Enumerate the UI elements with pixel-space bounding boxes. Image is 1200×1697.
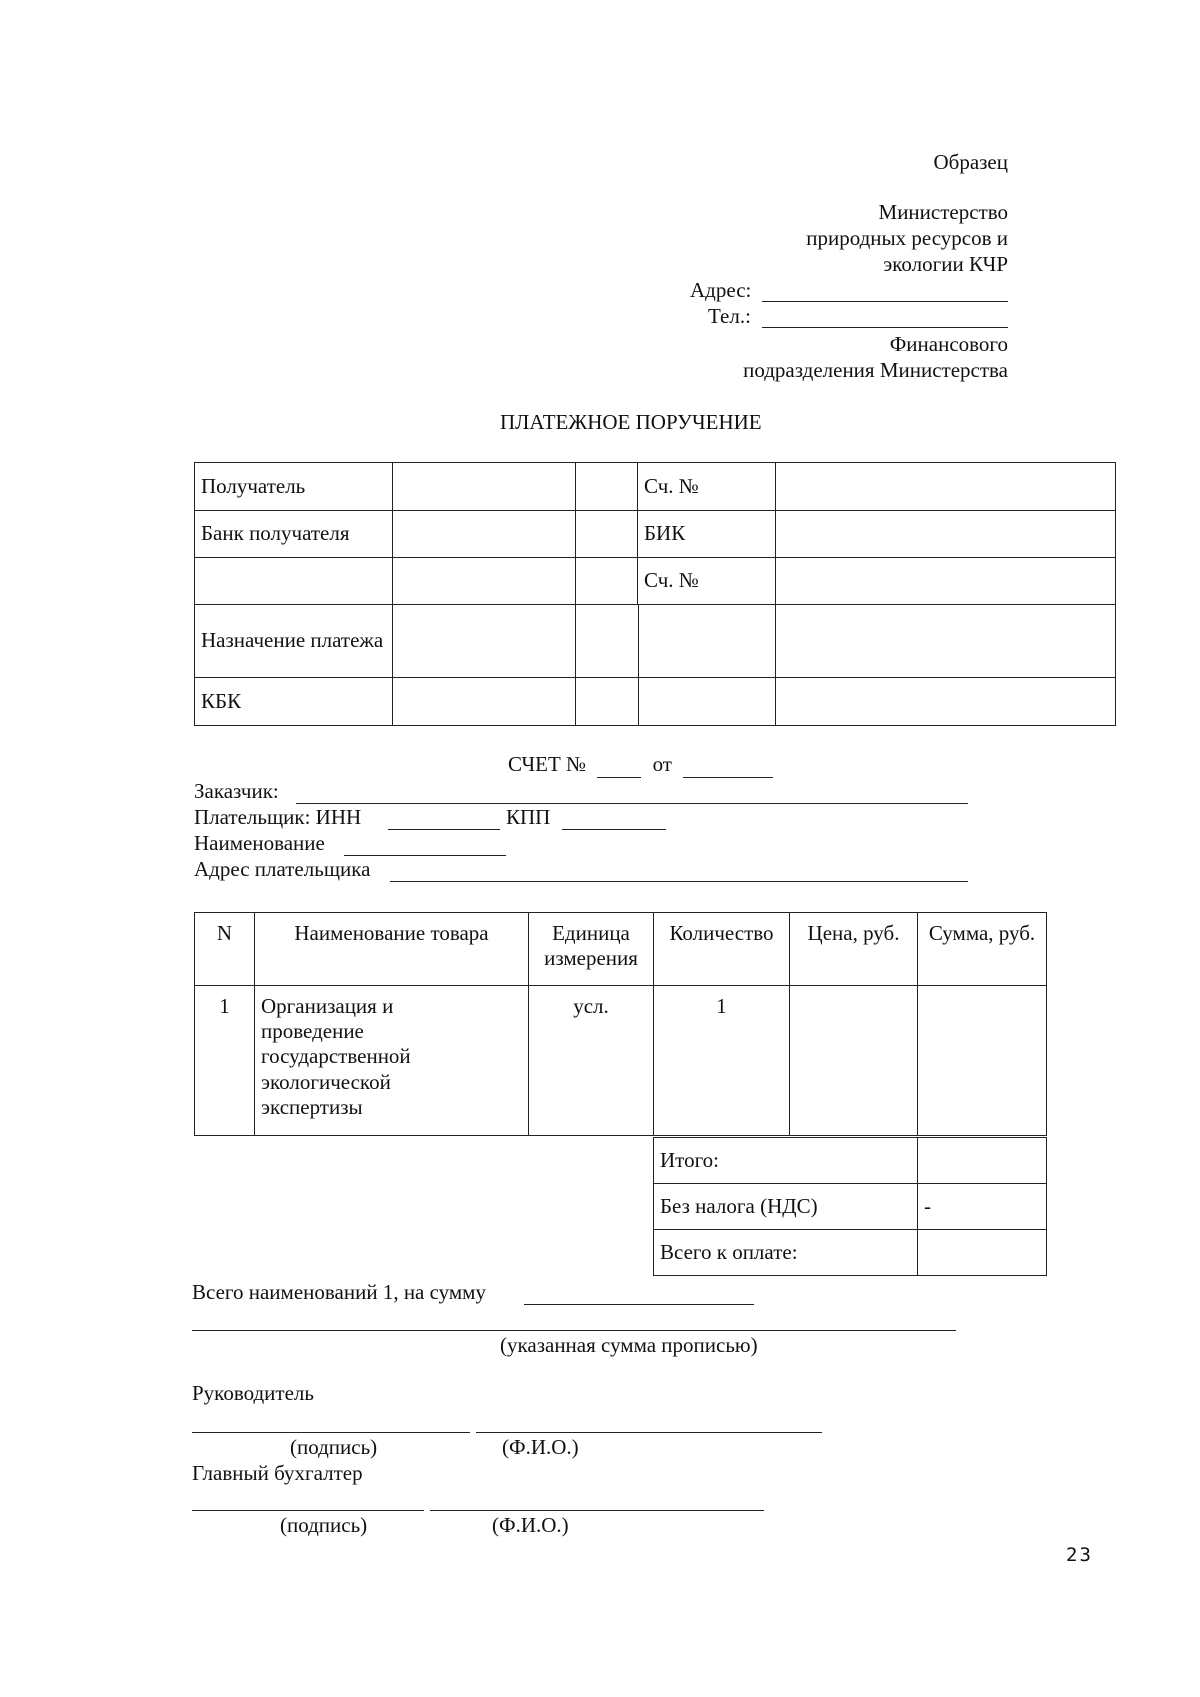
table-row	[195, 678, 1116, 726]
inn-field-line	[388, 829, 500, 830]
count-sum-label: Всего наименований 1, на сумму	[192, 1280, 486, 1304]
table-header-row	[195, 913, 1047, 986]
kbk-middle	[576, 678, 776, 726]
director-label: Руководитель	[192, 1381, 314, 1405]
total-label: Итого:	[654, 1138, 918, 1184]
ministry-line-3: экологии КЧР	[883, 252, 1008, 276]
ministry-line-2: природных ресурсов и	[806, 226, 1008, 250]
phone-field-line	[762, 327, 1008, 328]
table-row	[654, 1184, 1047, 1230]
due-value	[918, 1230, 1047, 1276]
due-label: Всего к оплате:	[654, 1230, 918, 1276]
recipient-value	[393, 463, 576, 511]
director-fio-line	[476, 1432, 822, 1433]
customer-label: Заказчик:	[194, 779, 279, 803]
bik-label: БИК	[638, 511, 776, 558]
kbk-extra	[776, 678, 1116, 726]
sum-field-line	[524, 1304, 754, 1305]
bank-details-table	[194, 462, 1116, 726]
name-label: Наименование	[194, 831, 325, 855]
account-2-value	[776, 558, 1116, 605]
tax-label: Без налога (НДС)	[654, 1184, 918, 1230]
invoice-date-label: от	[652, 752, 672, 776]
tax-value: -	[918, 1184, 1047, 1230]
goods-table	[194, 912, 1047, 1136]
kbk-value	[393, 678, 576, 726]
recipient-label: Получатель	[195, 463, 393, 511]
col-header-n: N	[195, 913, 255, 986]
recipient-bank-value	[393, 511, 576, 558]
col-header-qty: Количество	[654, 913, 790, 986]
sum-words-line	[192, 1330, 956, 1331]
accountant-fio-line	[430, 1510, 764, 1511]
col-header-unit: Единица измерения	[529, 913, 654, 986]
page-number: 23	[1066, 1544, 1093, 1566]
purpose-label: Назначение платежа	[195, 605, 393, 678]
purpose-value	[393, 605, 576, 678]
empty-cell	[393, 558, 576, 605]
total-value	[918, 1138, 1047, 1184]
director-signature-caption: (подпись)	[290, 1435, 378, 1459]
kpp-label: КПП	[506, 805, 551, 829]
sample-label: Образец	[933, 150, 1008, 174]
table-row	[195, 558, 1116, 605]
cell-unit: усл.	[529, 986, 654, 1136]
finance-line-1: Финансового	[889, 332, 1008, 356]
recipient-bank-extra	[576, 511, 638, 558]
accountant-signature-line	[192, 1510, 424, 1511]
table-row	[654, 1230, 1047, 1276]
purpose-extra	[776, 605, 1116, 678]
cell-qty: 1	[654, 986, 790, 1136]
address-label: Адрес:	[690, 278, 752, 302]
recipient-extra	[576, 463, 638, 511]
totals-table	[653, 1137, 1047, 1276]
invoice-number-line	[597, 752, 641, 778]
ministry-line-1: Министерство	[878, 200, 1008, 224]
table-row	[654, 1138, 1047, 1184]
empty-cell	[195, 558, 393, 605]
customer-field-line	[296, 803, 968, 804]
table-row	[195, 511, 1116, 558]
table-row	[195, 605, 1116, 678]
director-fio-caption: (Ф.И.О.)	[502, 1435, 579, 1459]
table-row	[195, 463, 1116, 511]
cell-price	[790, 986, 918, 1136]
phone-label: Тел.:	[708, 304, 751, 328]
accountant-label: Главный бухгалтер	[192, 1461, 363, 1485]
col-header-sum: Сумма, руб.	[918, 913, 1047, 986]
cell-sum	[918, 986, 1047, 1136]
accountant-fio-caption: (Ф.И.О.)	[492, 1513, 569, 1537]
col-header-name: Наименование товара	[255, 913, 529, 986]
kpp-field-line	[562, 829, 666, 830]
payer-inn-label: Плательщик: ИНН	[194, 805, 362, 829]
account-label: Сч. №	[638, 463, 776, 511]
kbk-label: КБК	[195, 678, 393, 726]
accountant-signature-caption: (подпись)	[280, 1513, 368, 1537]
payer-address-field-line	[390, 881, 968, 882]
account-value	[776, 463, 1116, 511]
payer-address-label: Адрес плательщика	[194, 857, 371, 881]
cell-n: 1	[195, 986, 255, 1136]
col-header-price: Цена, руб.	[790, 913, 918, 986]
document-title: ПЛАТЕЖНОЕ ПОРУЧЕНИЕ	[500, 410, 762, 434]
purpose-middle	[576, 605, 776, 678]
table-row	[195, 986, 1047, 1136]
bik-value	[776, 511, 1116, 558]
account-2-label: Сч. №	[638, 558, 776, 605]
recipient-bank-label: Банк получателя	[195, 511, 393, 558]
empty-cell	[576, 558, 638, 605]
address-field-line	[762, 301, 1008, 302]
invoice-date-line	[683, 752, 773, 778]
finance-line-2: подразделения Министерства	[743, 358, 1008, 382]
invoice-title	[508, 752, 773, 778]
cell-name: Организация и проведение государственной экологической экспертизы	[255, 986, 529, 1136]
director-signature-line	[192, 1432, 470, 1433]
invoice-number-label: СЧЕТ №	[508, 752, 587, 776]
sum-words-caption: (указанная сумма прописью)	[500, 1333, 758, 1357]
name-field-line	[344, 855, 506, 856]
